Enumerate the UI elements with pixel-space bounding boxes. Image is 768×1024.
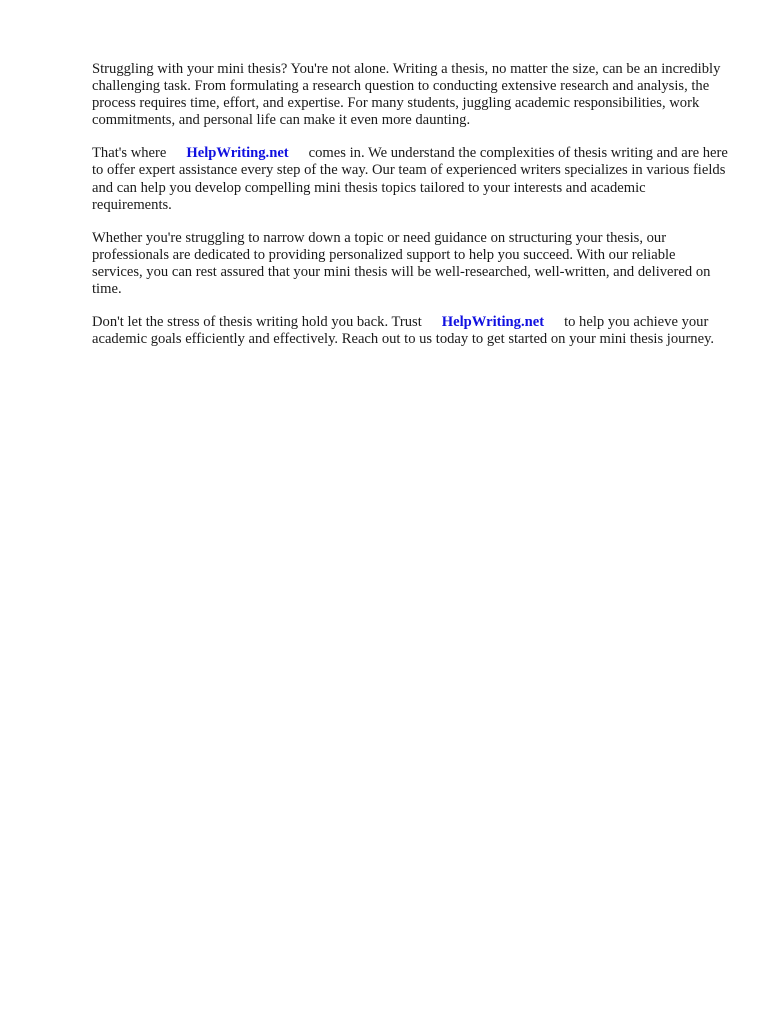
helpwriting-link-closing[interactable]: HelpWriting.net bbox=[441, 314, 545, 331]
document-page bbox=[92, 61, 728, 364]
closing-paragraph-lead: Don't let the stress of thesis writing hold you back. Trust bbox=[92, 314, 422, 331]
helpwriting-link[interactable]: HelpWriting.net bbox=[186, 145, 289, 162]
service-paragraph bbox=[92, 145, 728, 213]
closing-paragraph bbox=[92, 314, 728, 348]
closing-paragraph-rest: to help you achieve your academic goals efficiently and effectively. Reach out to us today to get started on your mini thesis journey. bbox=[92, 314, 715, 348]
service-paragraph-rest: comes in. We understand the complexities of thesis writing and are here to offer expert assistance every step of the way. Our team of experienced writers specializes in various fields and can help you develop compelling mini thesis topics tailored to your interests and academic requirements. bbox=[92, 145, 728, 213]
service-paragraph-lead: That's where bbox=[92, 145, 167, 162]
support-paragraph: Whether you're struggling to narrow down a topic or need guidance on structuring your thesis, our professionals are dedicated to providing personalized support to help you succeed. With our reliable services, you can rest assured that your mini thesis will be well-researched, well-written, and delivered on time. bbox=[92, 229, 711, 298]
intro-paragraph: Struggling with your mini thesis? You're not alone. Writing a thesis, no matter the size, can be an incredibly challenging task. From formulating a research question to conducting extensive research and analysis, the process requires time, effort, and expertise. For many students, juggling academic responsibilities, work commitments, and personal life can make it even more daunting. bbox=[92, 61, 721, 129]
